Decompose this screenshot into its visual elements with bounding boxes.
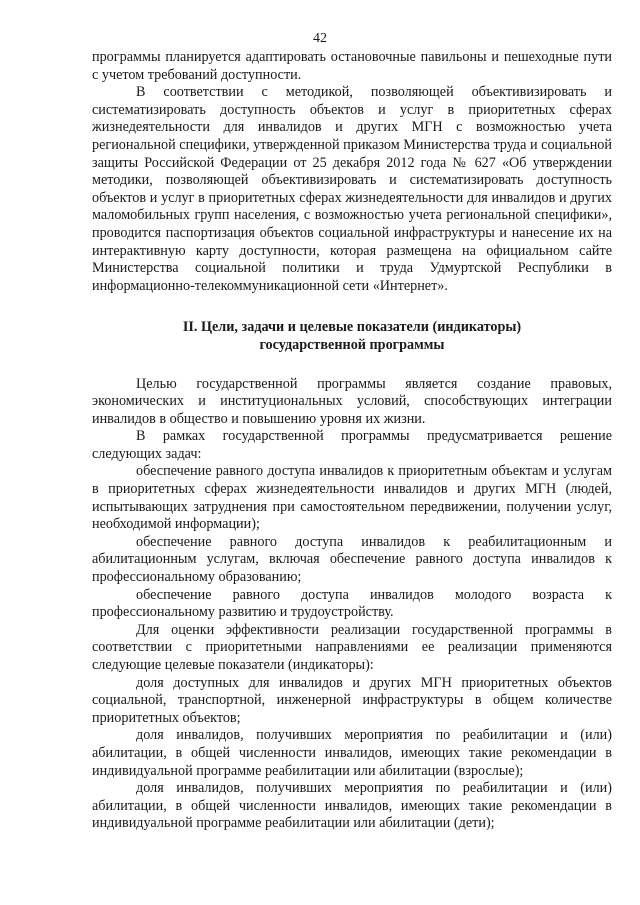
section-heading — [92, 319, 612, 354]
paragraph: Для оценки эффективности реализации государственной программы в соответствии с приоритетными направлениями ее реализации применяются следующие целевые показатели (индикаторы): — [92, 621, 612, 673]
indicator-item: доля доступных для инвалидов и других МГН приоритетных объектов социальной, транспортной, инженерной инфраструктуры в общем количестве приоритетных объектов; — [92, 674, 612, 726]
paragraph: В соответствии с методикой, позволяющей объективизировать и систематизировать доступность объектов и услуг в приоритетных сферах жизнедеятельности для инвалидов и других МГН с возможностью учета региональной специфики, утвержденной приказом Министерства труда и социальной защиты Российской Федерации от 25 декабря 2012 года № 627 «Об утверждении методики, позволяющей объективизировать и систематизировать доступность объектов и услуг в приоритетных сферах жизнедеятельности для инвалидов и других маломобильных групп населения, с возможностью учета региональной специфики», проводится паспортизация объектов социальной инфраструктуры и нанесение их на интерактивную карту доступности, которая размещена на официальном сайте Министерства социальной политики и труда Удмуртской Республики в информационно-телекоммуникационной сети «Интернет». — [92, 84, 612, 294]
section-heading-line: II. Цели, задачи и целевые показатели (индикаторы) — [182, 319, 522, 336]
section-heading-line: государственной программы — [259, 336, 445, 353]
indicator-item: доля инвалидов, получивших мероприятия по реабилитации и (или) абилитации, в общей численности инвалидов, имеющих такие рекомендации в индивидуальной программе реабилитации или абилитации (взрослые); — [92, 727, 612, 779]
indicator-item: доля инвалидов, получивших мероприятия по реабилитации и (или) абилитации, в общей численности инвалидов, имеющих такие рекомендации в индивидуальной программе реабилитации или абилитации (дети); — [92, 780, 612, 832]
paragraph: Целью государственной программы является создание правовых, экономических и институциональных условий, способствующих интеграции инвалидов в общество и повышению уровня их жизни. — [92, 375, 612, 427]
document-body — [92, 49, 612, 833]
task-item: обеспечение равного доступа инвалидов молодого возраста к профессиональному развитию и трудоустройству. — [92, 586, 612, 621]
paragraph: программы планируется адаптировать остановочные павильоны и пешеходные пути с учетом требований доступности. — [92, 49, 612, 83]
page-number: 42 — [313, 31, 327, 46]
task-item: обеспечение равного доступа инвалидов к реабилитационным и абилитационным услугам, включая обеспечение равного доступа инвалидов к профессиональному образованию; — [92, 533, 612, 586]
task-item: обеспечение равного доступа инвалидов к приоритетным объектам и услугам в приоритетных сферах жизнедеятельности инвалидов и других МГН (людей, испытывающих затруднения при самостоятельном передвижении, получении услуг, необходимой информации); — [92, 463, 612, 533]
paragraph: В рамках государственной программы предусматривается решение следующих задач: — [92, 428, 612, 462]
